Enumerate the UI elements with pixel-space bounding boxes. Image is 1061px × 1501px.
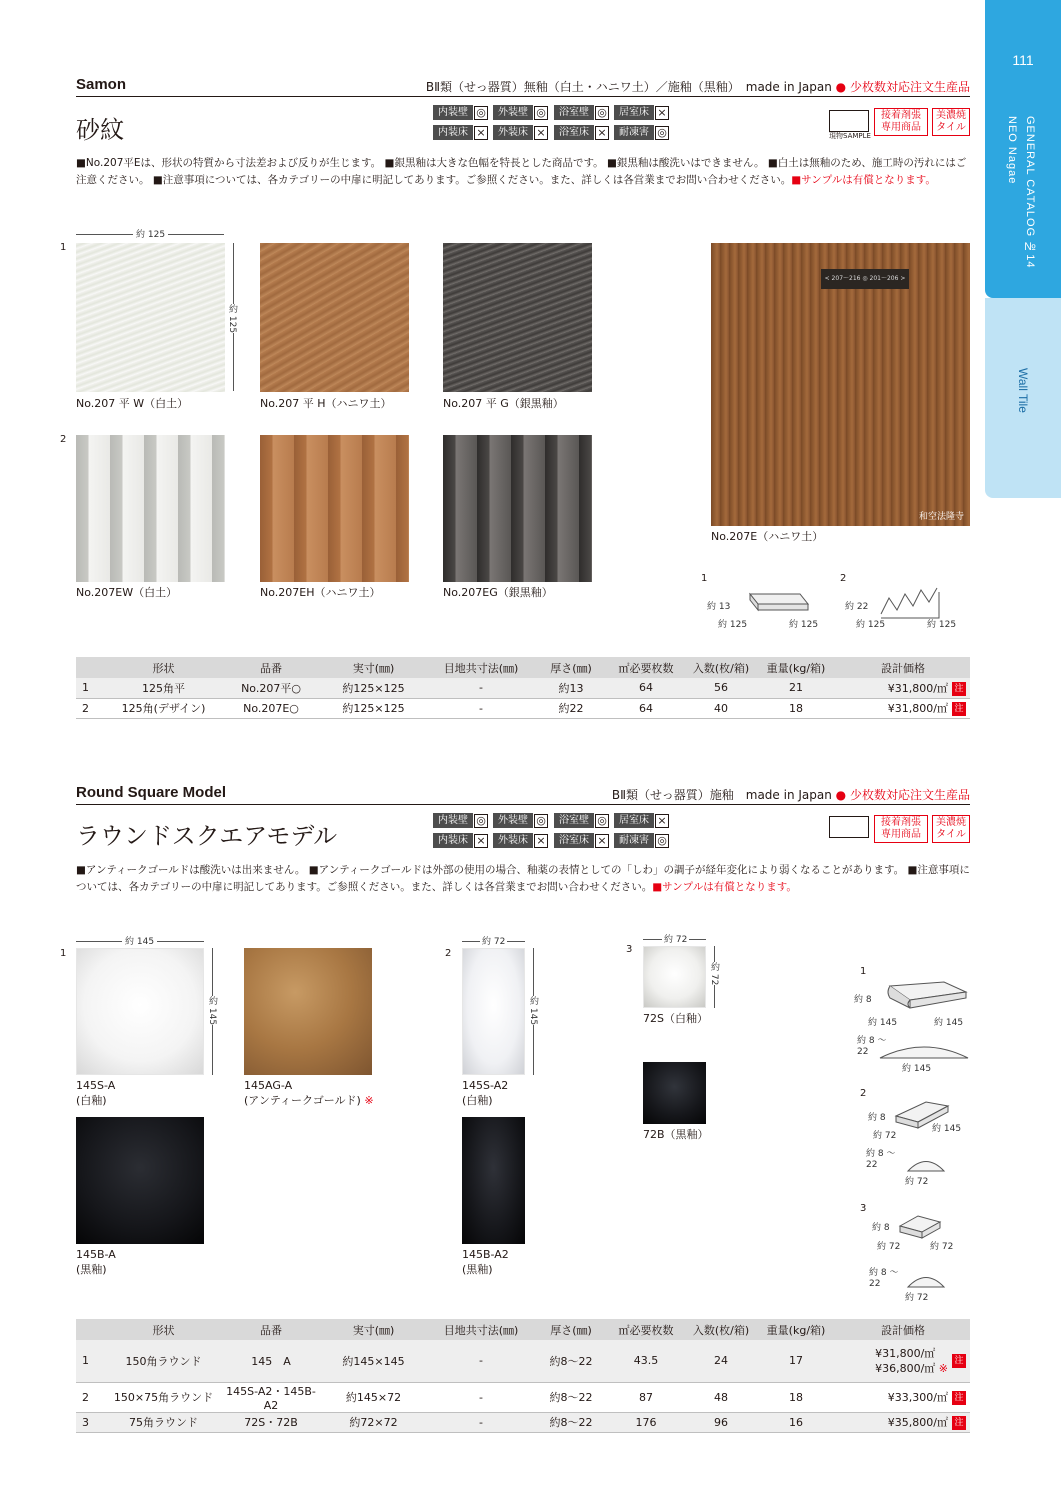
round-spec-text: BⅡ類（せっ器質）施釉 made in Japan (611, 788, 832, 802)
side-tab-catalog (985, 0, 1061, 298)
shape-thickness: 約 8 (854, 995, 872, 1005)
tile-caption: 145S-A2 (白釉) (462, 1079, 509, 1107)
shape-profile-72-b (906, 1272, 946, 1290)
table-header: 形状 品番 実寸(㎜) 目地共寸法(㎜) 厚さ(㎜) ㎡必要枚数 入数(枚/箱) 重量(kg/箱) 設計価格 (76, 657, 970, 678)
shape-number: 1 (701, 573, 708, 584)
shape-thickness-range: 約 8 ～ 22 (869, 1268, 899, 1289)
shape-dim-a: 約 72 (873, 1131, 897, 1141)
usage-item: 耐凍害 ◎ (614, 124, 670, 141)
dim-width: 約 145 (122, 934, 157, 947)
shape-profile-145 (878, 1040, 970, 1062)
tile-145b-a (76, 1117, 204, 1244)
usage-item: 浴室壁 ◎ (554, 104, 610, 121)
tile-145b-a2 (462, 1117, 525, 1244)
shape-dim-b: 約 145 (932, 1124, 962, 1134)
usage-item: 内装床 × (433, 124, 489, 141)
shape-profile-72 (906, 1156, 946, 1174)
sample-caption: 現物SAMPLE (829, 132, 871, 140)
tile-207-w (76, 243, 225, 392)
shape-dim-b: 約 72 (930, 1242, 954, 1252)
photo-place: 和空法隆寺 (918, 512, 964, 522)
shape-dim-a: 約 72 (877, 1242, 901, 1252)
shape-number: 3 (860, 1203, 867, 1214)
round-spec (612, 786, 970, 803)
tile-145ag-a (244, 948, 372, 1075)
samon-spec (426, 78, 970, 95)
round-title-ja: ラウンドスクエアモデル (76, 822, 338, 850)
shape-design-diagram (875, 584, 945, 620)
tile-caption: 145B-A (黒釉) (76, 1248, 116, 1276)
row-label: 1 (60, 242, 67, 253)
shape-thickness-range: 約 8 ～ 22 (866, 1149, 896, 1170)
usage-item: 浴室床 × (554, 124, 610, 141)
shape-number: 2 (840, 573, 847, 584)
note-mark: 注 (952, 1391, 966, 1405)
note-mark: 注 (952, 702, 966, 716)
photo-sign: < 207〜216 ◎ 201〜206 > (821, 269, 909, 289)
table-row: 1 150角ラウンド 145 A 約145×145 - 約8～22 43.5 24 17 ¥31,800/㎡ ¥36,800/㎡ ※ 注 (76, 1340, 970, 1382)
catalog-brand: NEO Nagae (1006, 116, 1018, 185)
tile-72s (643, 946, 706, 1008)
note-mark: 注 (952, 1416, 966, 1430)
shape-number: 2 (860, 1088, 867, 1099)
shape-dim-c: 約 72 (905, 1293, 929, 1303)
tile-caption: No.207EW（白土） (76, 586, 178, 599)
dim-width: 約 125 (133, 227, 168, 240)
usage-item: 内装壁 ◎ (433, 104, 489, 121)
tile-caption: 72S（白釉） (643, 1012, 708, 1025)
dim-height: 約 125 (227, 304, 237, 334)
round-badge: 少枚数対応注文生産品 (849, 788, 970, 802)
tile-caption: No.207EH（ハニワ土） (260, 586, 381, 599)
sample-icon (829, 110, 869, 132)
note-mark: 注 (952, 1354, 966, 1368)
row-label: 2 (60, 434, 67, 445)
group-label: 1 (60, 948, 67, 959)
samon-title-en: Samon (76, 76, 127, 93)
shape-dim-c: 約 72 (905, 1177, 929, 1187)
dim-height: 約 72 (709, 962, 719, 986)
adhesive-tag: 接着剤張 専用商品 (874, 108, 928, 136)
usage-item: 内装壁 ◎ (433, 812, 489, 829)
usage-item: 外装壁 ◎ (493, 104, 549, 121)
dim-height: 約 145 (207, 996, 217, 1026)
tile-caption: 72B（黒釉） (643, 1128, 709, 1141)
tile-caption: No.207 平 W（白土） (76, 397, 189, 410)
tile-207-ew (76, 435, 225, 582)
usage-item: 浴室壁 ◎ (554, 812, 610, 829)
samon-spec-text: BⅡ類（せっ器質）無釉（白土・ハニワ土）／施釉（黒釉） made in Japan (425, 80, 832, 94)
shape-thickness: 約 8 (868, 1113, 886, 1123)
shape-diagram-72 (894, 1212, 944, 1242)
usage-item: 外装床 × (493, 832, 549, 849)
group-label: 3 (626, 944, 633, 955)
tile-145s-a (76, 948, 204, 1075)
catalog-title: GENERAL CATALOG №14 (1024, 116, 1036, 269)
shape-dim-b: 約 145 (934, 1018, 964, 1028)
tile-207-h (260, 243, 409, 392)
tile-72b (643, 1062, 706, 1124)
tile-207-eh (260, 435, 409, 582)
samon-note: ■No.207平Eは、形状の特質から寸法差および反りが生じます。 ■銀黒釉は大きな色幅を特長とした商品です。 ■銀黒釉は酸洗いはできません。 ■白土は無釉のため、施工時の汚れにはご注意ください。 ■注意事項については、各カテゴリーの中扉に明記してあります。ご参照ください。また、詳しくは各営業までお問い合わせください。■サンプルは有償となります。 (76, 157, 967, 186)
shape-width: 約 125 (856, 620, 886, 630)
page-number: 111 (1012, 52, 1034, 68)
usage-item: 耐凍害 ◎ (614, 832, 670, 849)
shape-thickness: 約 13 (707, 602, 731, 612)
usage-item: 内装床 × (433, 832, 489, 849)
samon-spec-table (76, 657, 970, 719)
table-row: 2 125角(デザイン) No.207E○ 約125×125 - 約22 64 40 18 ¥31,800/㎡ 注 (76, 698, 970, 718)
adhesive-tag: 接着剤張 専用商品 (874, 815, 928, 843)
shape-thickness: 約 8 (872, 1223, 890, 1233)
tile-caption: 145S-A (白釉) (76, 1079, 116, 1107)
tile-caption: 145AG-A (アンティークゴールド) ※ (244, 1079, 374, 1107)
mino-tag: 美濃焼 タイル (932, 815, 970, 843)
samon-rule (76, 96, 970, 97)
shape-number: 1 (860, 966, 867, 977)
shape-diagram-145 (880, 978, 970, 1014)
shape-flat-diagram (740, 588, 810, 620)
usage-item: 居室床 × (614, 104, 670, 121)
round-spec-table (76, 1319, 970, 1433)
shape-thickness: 約 22 (845, 602, 869, 612)
note-mark: 注 (952, 682, 966, 696)
usage-item: 外装床 × (493, 124, 549, 141)
dim-height: 約 145 (528, 996, 538, 1026)
tile-caption: 145B-A2 (黒釉) (462, 1248, 509, 1276)
installation-photo (711, 243, 970, 526)
shape-dim-a: 約 145 (868, 1018, 898, 1028)
round-note: ■アンティークゴールドは酸洗いは出来ません。 ■アンティークゴールドは外部の使用の場合、釉薬の表情としての「しわ」の調子が経年変化により弱くなることがあります。 ■注意事項については、各カテゴリーの中扉に明記してあります。ご参照ください。また、詳しくは各営業までお問い合わせください。■サンプルは有償となります。 (76, 864, 970, 893)
shape-thickness-range: 約 8 ～ 22 (857, 1036, 887, 1057)
usage-item: 居室床 × (614, 812, 670, 829)
tile-207-g (443, 243, 592, 392)
usage-item: 外装壁 ◎ (493, 812, 549, 829)
shape-depth: 約 125 (789, 620, 819, 630)
usage-item: 浴室床 × (554, 832, 610, 849)
shape-dim-c: 約 145 (902, 1064, 932, 1074)
round-rule (76, 804, 970, 805)
dim-width: 約 72 (662, 932, 689, 945)
mino-tag: 美濃焼 タイル (932, 108, 970, 136)
tile-145s-a2 (462, 948, 525, 1075)
order-dot-icon: ● (835, 788, 847, 802)
tile-caption: No.207EG（銀黒釉） (443, 586, 553, 599)
samon-badge: 少枚数対応注文生産品 (849, 80, 970, 94)
table-row: 3 75角ラウンド 72S・72B 約72×72 - 約8～22 176 96 16 ¥35,800/㎡ 注 (76, 1412, 970, 1432)
sample-icon (829, 816, 869, 838)
tile-207-eg (443, 435, 592, 582)
tile-caption: No.207 平 H（ハニワ土） (260, 397, 392, 410)
table-row: 1 125角平 No.207平○ 約125×125 - 約13 64 56 21 ¥31,800/㎡ 注 (76, 678, 970, 698)
dim-width: 約 72 (480, 934, 507, 947)
table-row: 2 150×75角ラウンド 145S-A2・145B-A2 約145×72 - 約8～22 87 48 18 ¥33,300/㎡ 注 (76, 1382, 970, 1412)
round-title-en: Round Square Model (76, 784, 226, 801)
tile-caption: No.207 平 G（銀黒釉） (443, 397, 564, 410)
shape-depth: 約 125 (927, 620, 957, 630)
order-dot-icon: ● (835, 80, 847, 94)
shape-width: 約 125 (718, 620, 748, 630)
photo-caption: No.207E（ハニワ土） (711, 530, 824, 543)
category-label: Wall Tile (1016, 368, 1030, 413)
table-header: 形状 品番 実寸(㎜) 目地共寸法(㎜) 厚さ(㎜) ㎡必要枚数 入数(枚/箱) 重量(kg/箱) 設計価格 (76, 1319, 970, 1340)
samon-title-ja: 砂紋 (76, 116, 124, 144)
group-label: 2 (445, 948, 452, 959)
